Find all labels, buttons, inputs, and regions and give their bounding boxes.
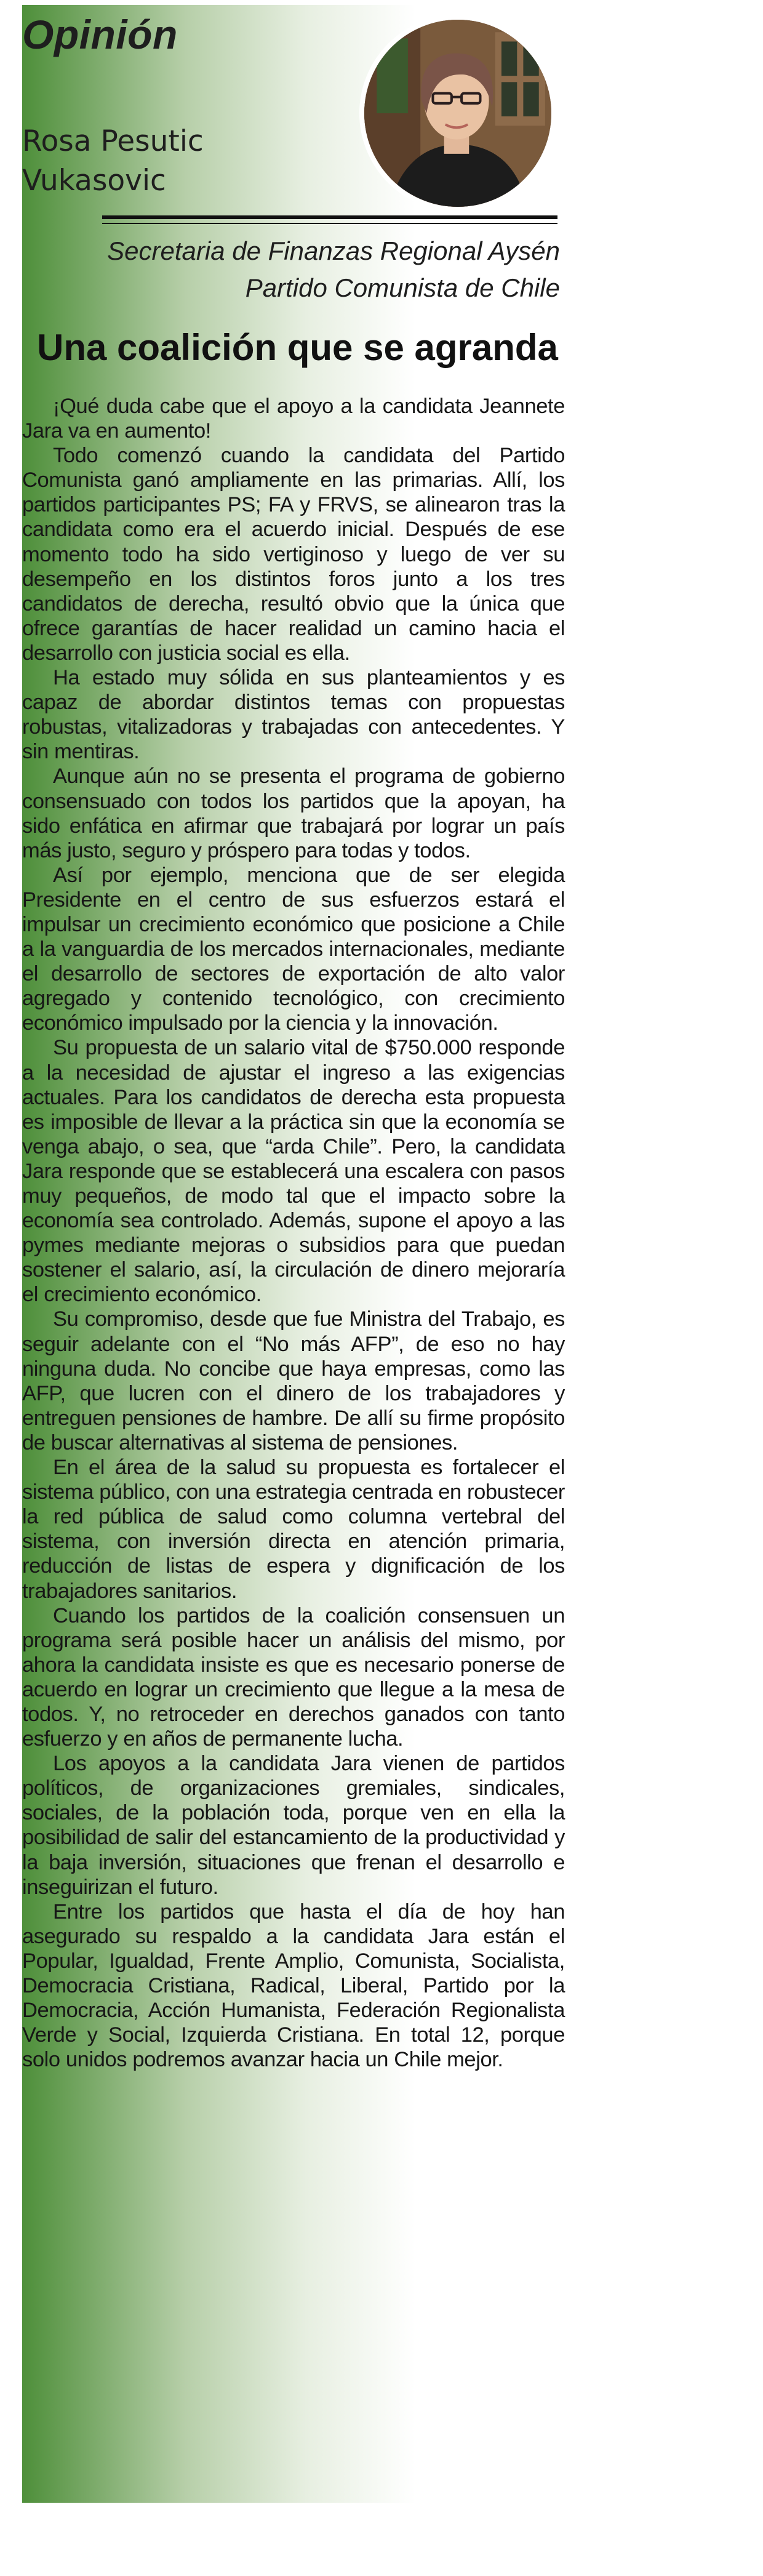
author-role <box>107 233 560 307</box>
paragraph: Aunque aún no se presenta el programa de gobierno consensuado con todos los partidos que la apoyan, ha sido enfática en afirmar que trabajará por lograr un país más justo, seguro y próspero para todas y todos. <box>22 764 565 862</box>
author-name <box>22 122 342 201</box>
paragraph: Su compromiso, desde que fue Ministra del Trabajo, es seguir adelante con el “No más AFP”, de eso no hay ninguna duda. No concibe que haya empresas, como las AFP, que lucren con el dinero de los trabajadores y entreguen pensiones de hambre. De allí su firme propósito de buscar alternativas al sistema de pensiones. <box>22 1307 565 1455</box>
author-portrait-photo <box>359 15 556 212</box>
paragraph: Entre los partidos que hasta el día de hoy han asegurado su respaldo a la candidata Jara están el Popular, Igualdad, Frente Amplio, Comunista, Socialista, Democracia Cristiana, Radical, Liberal, Partido por la Democracia, Acción Humanista, Federación Regionalista Verde y Social, Izquierda Cristiana. En total 12, porque solo unidos podremos avanzar hacia un Chile mejor. <box>22 1900 565 2072</box>
paragraph: Su propuesta de un salario vital de $750.000 responde a la necesidad de ajustar el ingreso a las exigencias actuales. Para los candidatos de derecha esta propuesta es imposible de llevar a la práctica sin que la economía se venga abajo, o sea, que “arda Chile”. Pero, la candidata Jara responde que se establecerá una escalera con pasos muy pequeños, de modo tal que el impacto sobre la economía sea controlado. Además, supone el apoyo a las pymes mediante mejoras o subsidios para que puedan sostener el salario, así, la circulación de dinero mejoraría el crecimiento económico. <box>22 1036 565 1307</box>
paragraph: Así por ejemplo, menciona que de ser elegida Presidente en el centro de sus esfuerzos estará el impulsar un crecimiento económico que posicione a Chile a la vanguardia de los mercados internacionales, mediante el desarrollo de sectores de exportación de alto valor agregado y contenido tecnológico, con crecimiento económico impulsado por la ciencia y la innovación. <box>22 863 565 1035</box>
paragraph: En el área de la salud su propuesta es fortalecer el sistema público, con una estrategia centrada en robustecer la red pública de salud como columna vertebral del sistema, con inversión directa en atención primaria, reducción de listas de espera y dignificación de los trabajadores sanitarios. <box>22 1456 565 1603</box>
author-last-name: Vukasovic <box>22 164 166 198</box>
paragraph: Los apoyos a la candidata Jara vienen de partidos políticos, de organizaciones gremiales, sindicales, sociales, de la población toda, porque ven en ella la posibilidad de salir del estancamiento de la productividad y la baja inversión, situaciones que frenan el desarrollo e inseguirizan el futuro. <box>22 1752 565 1899</box>
paragraph: ¡Qué duda cabe que el apoyo a la candidata Jeannete Jara va en aumento! <box>22 395 565 443</box>
divider-rule <box>102 215 557 219</box>
article-headline: Una coalición que se agranda <box>37 327 558 368</box>
section-label: Opinión <box>22 12 178 57</box>
paragraph: Ha estado muy sólida en sus planteamientos y es capaz de abordar distintos temas con propuestas robustas, vitalizadoras y trabajadas con antecedentes. Y sin mentiras. <box>22 666 565 764</box>
author-first-name: Rosa Pesutic <box>22 124 204 158</box>
paragraph: Todo comenzó cuando la candidata del Partido Comunista ganó ampliamente en las primarias. Allí, los partidos participantes PS; FA y FRVS, se alinearon tras la candidata como era el acuerdo inicial. Después de ese momento todo ha sido vertiginoso y luego de ver su desempeño en los distintos foros junto a los tres candidatos de derecha, resultó obvio que la única que ofrece garantías de hacer realidad un camino hacia el desarrollo con justicia social es ella. <box>22 444 565 665</box>
article-body <box>22 394 565 2072</box>
paragraph: Cuando los partidos de la coalición consensuen un programa será posible hacer un análisis del mismo, por ahora la candidata insiste es que es necesario ponerse de acuerdo en lograr un crecimiento que llegue a la mesa de todos. Y, no retroceder en derechos ganados con tanto esfuerzo y en años de permanente lucha. <box>22 1603 565 1751</box>
portrait-image <box>364 20 551 207</box>
author-role-line-2: Partido Comunista de Chile <box>245 273 560 302</box>
author-role-line-1: Secretaria de Finanzas Regional Aysén <box>107 236 560 265</box>
divider-rule-thin <box>102 223 557 224</box>
